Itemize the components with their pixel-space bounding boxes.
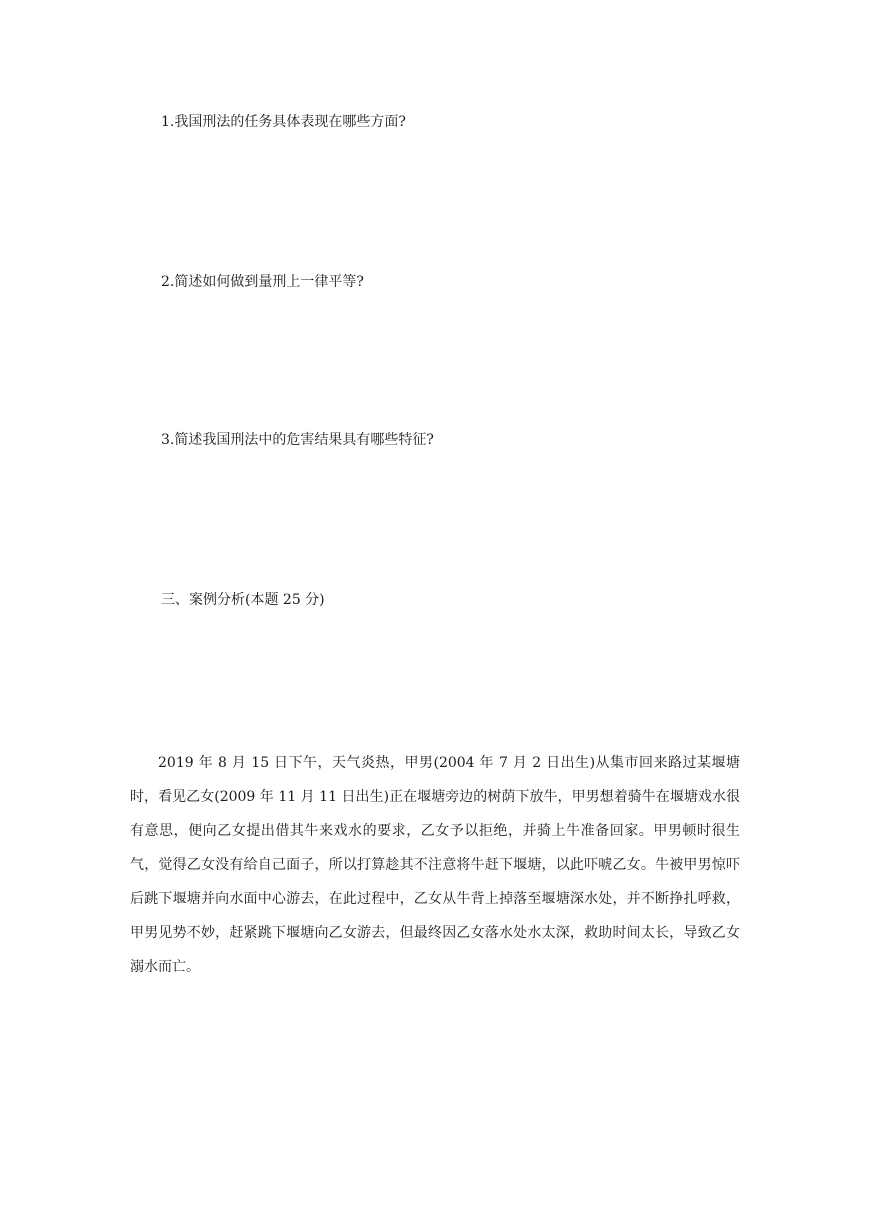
section-heading-case-analysis: 三、案例分析(本题 25 分) xyxy=(161,592,325,608)
question-1: 1.我国刑法的任务具体表现在哪些方面? xyxy=(161,114,406,130)
question-2: 2.简述如何做到量刑上一律平等? xyxy=(161,274,364,290)
question-3: 3.简述我国刑法中的危害结果具有哪些特征? xyxy=(161,432,434,448)
case-description xyxy=(130,746,740,984)
case-paragraph: 2019 年 8 月 15 日下午，天气炎热，甲男(2004 年 7 月 2 日出生)从集市回来路过某堰塘时，看见乙女(2009 年 11 月 11 日出生)正在堰塘旁边的树荫下放牛，甲男想着骑牛在堰塘戏水很有意思，便向乙女提出借其牛来戏水的要求，乙女予以拒绝，并骑上牛准备回家。甲男顿时很生气，觉得乙女没有给自己面子，所以打算趁其不注意将牛赶下堰塘，以此吓唬乙女。牛被甲男惊吓后跳下堰塘并向水面中心游去，在此过程中，乙女从牛背上掉落至堰塘深水处，并不断挣扎呼救，甲男见势不妙，赶紧跳下堰塘向乙女游去，但最终因乙女落水处水太深，救助时间太长，导致乙女溺水而亡。 xyxy=(130,755,740,975)
